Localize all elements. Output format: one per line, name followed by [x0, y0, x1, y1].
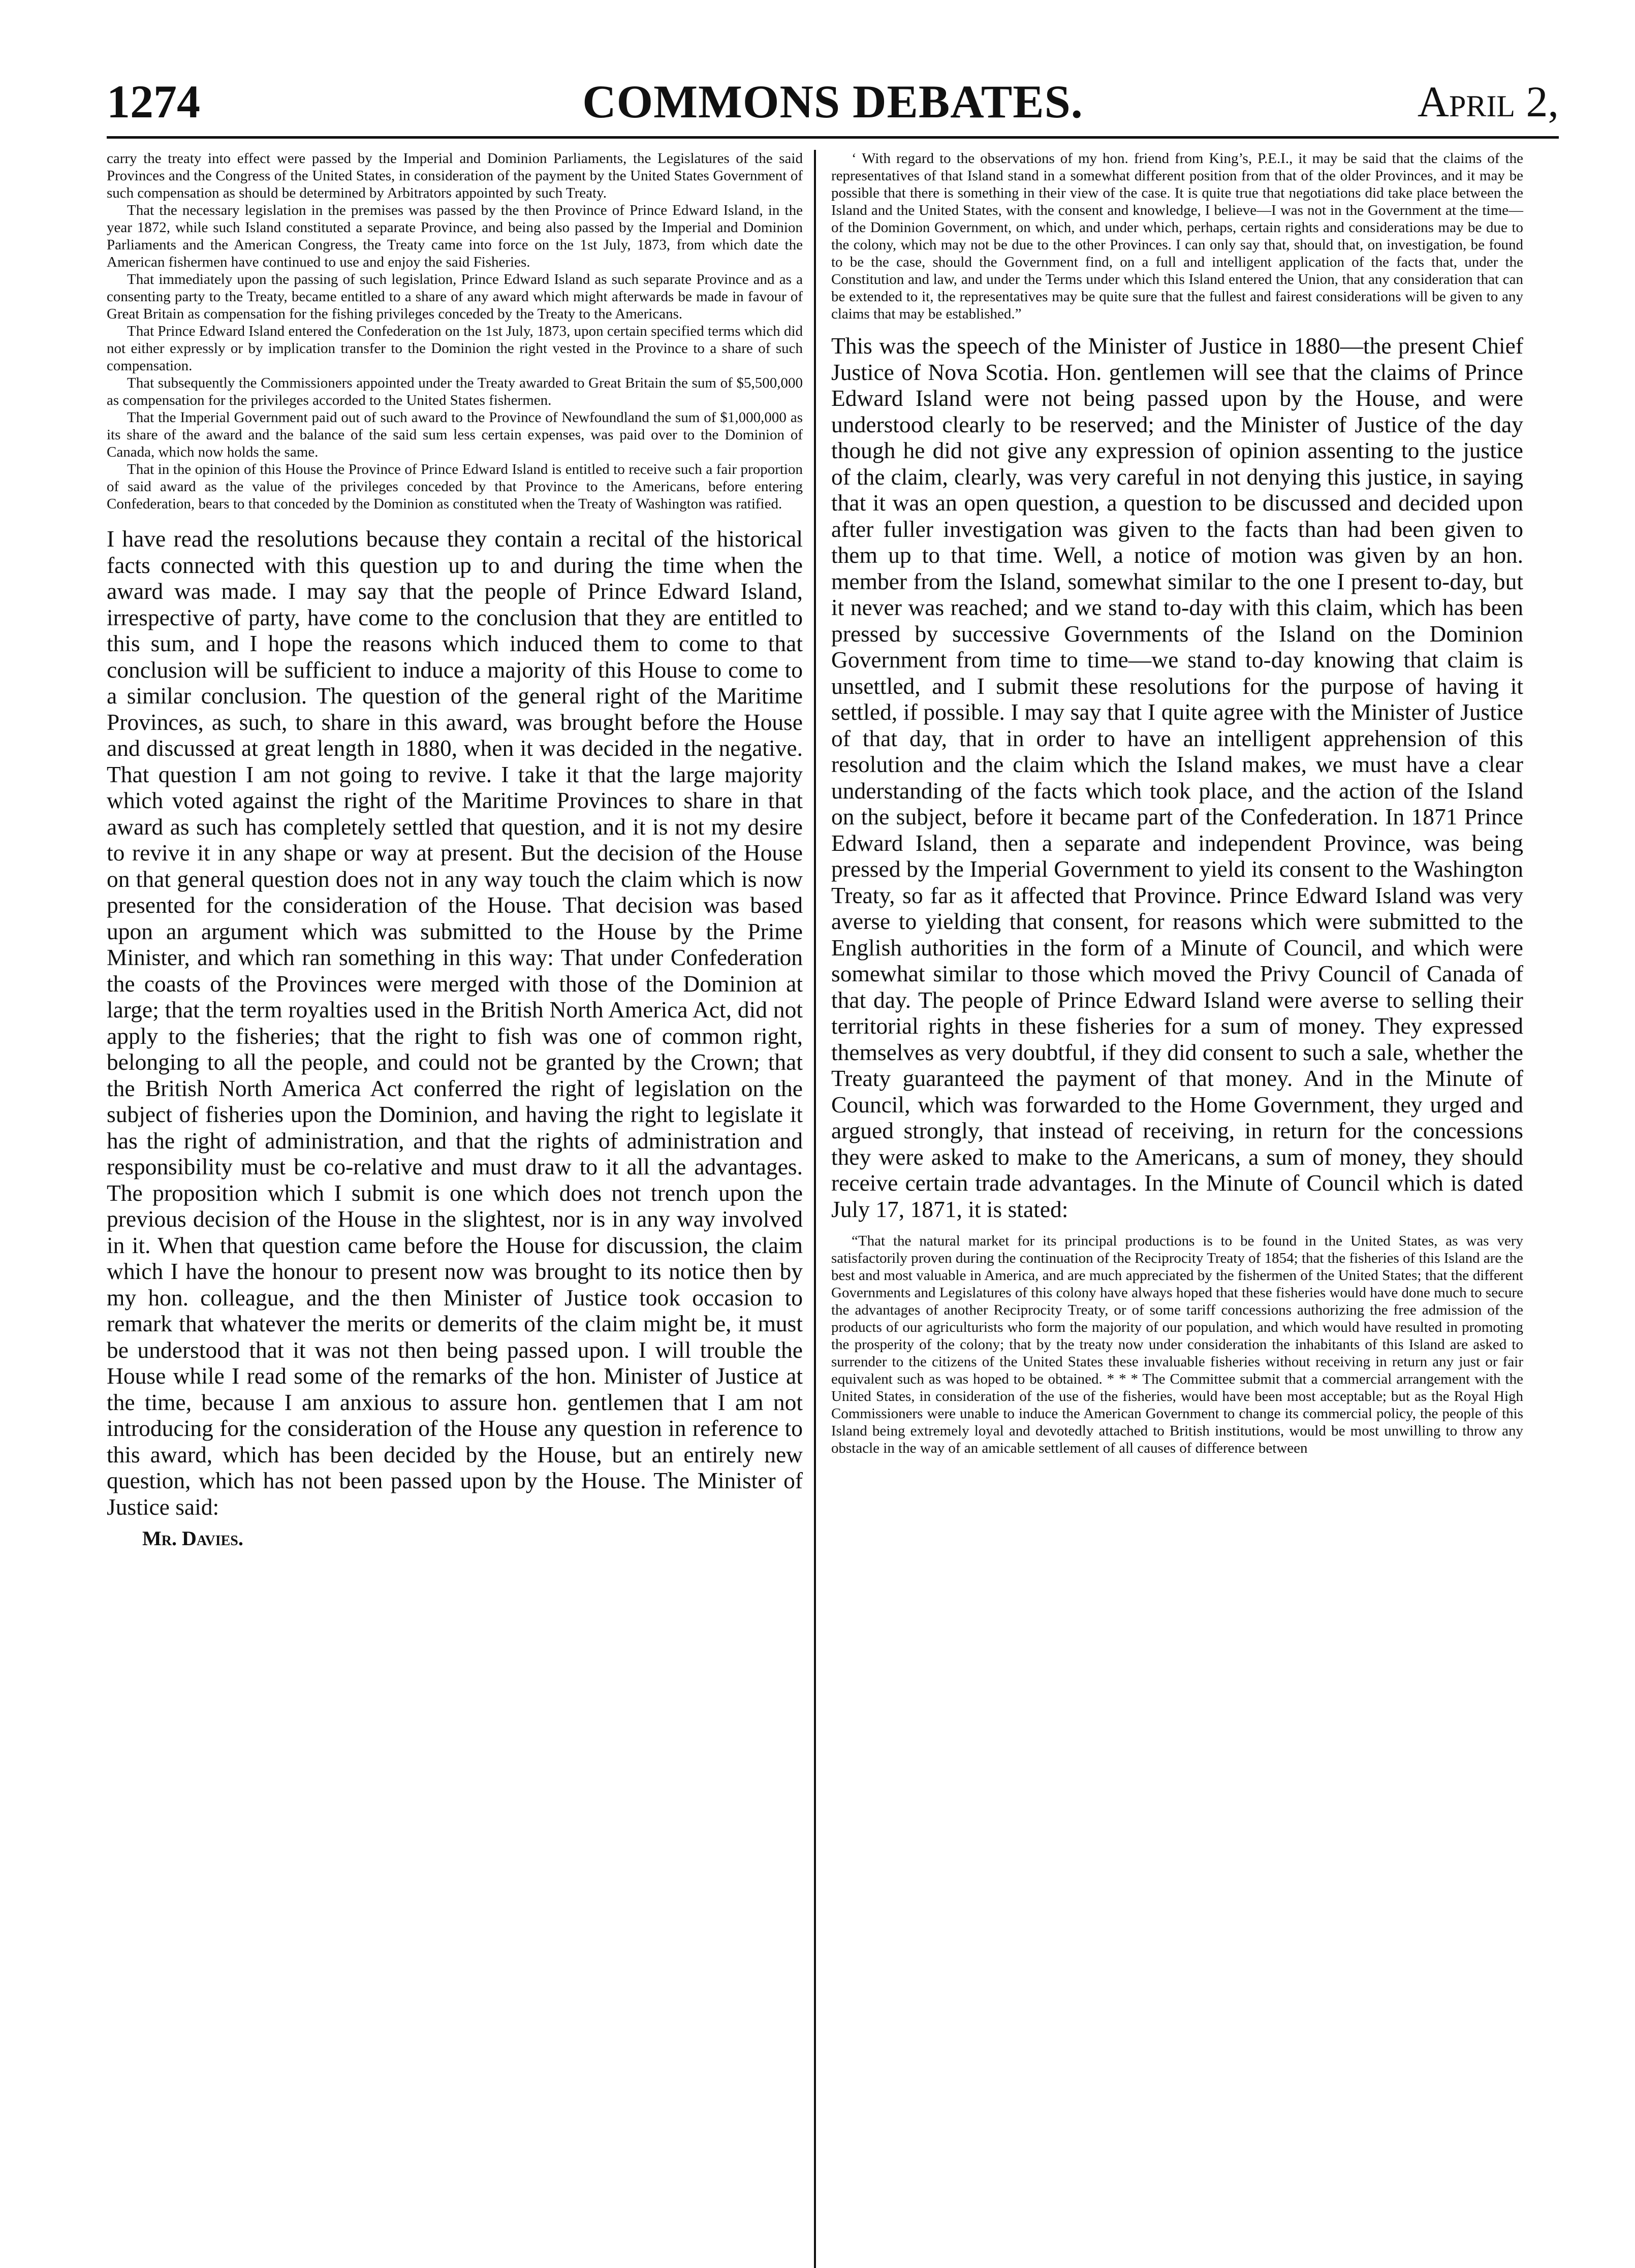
quoted-remarks [831, 150, 1523, 323]
resolution-paragraph: That in the opinion of this House the Province of Prince Edward Island is entitled to receive such a fair proportion of said award as the value of the privileges conceded by that Province to the Americans, before entering Confederation, bears to that conceded by the Dominion as constituted when the Treaty of Washington was ratified. [107, 461, 803, 512]
speech-text [831, 333, 1523, 1222]
page-date: April 2, [1417, 77, 1559, 126]
columns [107, 150, 1559, 2268]
left-column [107, 150, 814, 2268]
resolution-paragraph: That Prince Edward Island entered the Confederation on the 1st July, 1873, upon certain specified terms which did not either expressly or by implication transfer to the Dominion the right vested in the Province to a share of such compensation. [107, 323, 803, 374]
quote-paragraph: “That the natural market for its principal productions is to be found in the United States, as was very satisfactorily proven during the continuation of the Reciprocity Treaty of 1854; that the fisheries of this Island are the best and most valuable in America, and are much appreciated by the fishermen of the United States; that the different Governments and Legislatures of this colony have always hoped that these fisheries would have done much to secure the advantages of another Reciprocity Treaty, or of some tariff concessions authorizing the free admission of the products of our agriculturists who form the majority of our population, and which would have resulted in promoting the prosperity of the colony; that by the treaty now under consideration the inhabitants of this Island are asked to surrender to the citizens of the United States these invaluable fisheries without receiving in return any just or fair equivalent such as was hoped to be obtained. * * * The Committee submit that a commercial arrangement with the United States, in consideration of the use of the fisheries, would have been most acceptable; but as the Royal High Commissioners were unable to induce the American Government to change its commercial policy, the people of this Island being extremely loyal and devotedly attached to British institutions, would be most unwilling to throw any obstacle in the way of an amicable settlement of all causes of difference between [831, 1233, 1523, 1456]
speech-paragraph: This was the speech of the Minister of Justice in 1880—the present Chief Justice of Nova Scotia. Hon. gentlemen will see that the claims of Prince Edward Island were not being passed upon by the House, and were understood clearly to be reserved; and the Minister of Justice of the day though he did not give any expression of opinion assenting to the justice of the claim, clearly, was very careful in not denying this justice, in saying that it was an open question, a question to be discussed and decided upon after fuller investigation was given to the facts than had been given to them up to that time. Well, a notice of motion was given by an hon. member from the Island, somewhat similar to the one I present to-day, but it never was reached; and we stand to-day with this claim, which has been pressed by successive Governments of the Island on the Dominion Government from time to time—we stand to-day knowing that claim is unsettled, and I submit these resolutions for the purpose of having it settled, if possible. I may say that I quite agree with the Minister of Justice of that day, that in order to have an intelligent apprehension of this resolution and the claim which the Island makes, we must have a clear understanding of the facts which took place, and the action of the Island on the subject, before it became part of the Confederation. In 1871 Prince Edward Island, then a separate and independent Province, was being pressed by the Imperial Government to yield its consent to the Washington Treaty, so far as it affected that Province. Prince Edward Island was very averse to yielding that consent, for reasons which were submitted to the English authorities in the form of a Minute of Council, and which were somewhat similar to those which moved the Privy Council of Canada of that day. The people of Prince Edward Island were averse to selling their territorial rights in these fisheries for a sum of money. They expressed themselves as very doubtful, if they did consent to such a sale, whether the Treaty guaranteed the payment of that money. And in the Minute of Council, which was forwarded to the Home Government, they urged and argued strongly, that instead of receiving, in return for the concessions they were asked to make to the Americans, a sum of money, they should receive certain trade advantages. In the Minute of Council which is dated July 17, 1871, it is stated: [831, 333, 1523, 1222]
resolution-paragraph: That the necessary legislation in the premises was passed by the then Province of Prince Edward Island, in the year 1872, while such Island constituted a separate Province, and being also passed by the Imperial and Dominion Parliaments and the American Congress, the Treaty came into force on the 1st July, 1873, from which date the American fishermen have continued to use and enjoy the said Fisheries. [107, 202, 803, 270]
minute-of-council-quote [831, 1232, 1523, 1457]
resolution-paragraph: carry the treaty into effect were passed by the Imperial and Dominion Parliaments, the Legislatures of the said Provinces and the Congress of the United States, in consideration of the payment by the United States Government of such compensation as should be determined by Arbitrators appointed by such Treaty. [107, 150, 803, 201]
right-column [816, 150, 1523, 2268]
page-number: 1274 [107, 76, 200, 127]
resolution-paragraph: That subsequently the Commissioners appointed under the Treaty awarded to Great Britain the sum of $5,500,000 as compensation for the privileges accorded to the United States fishermen. [107, 375, 803, 408]
resolution-text [107, 150, 803, 513]
speech-paragraph: I have read the resolutions because they contain a recital of the historical facts connected with this question up to and during the time when the award was made. I may say that the people of Prince Edward Island, irrespective of party, have come to the conclusion that they are entitled to this sum, and I hope the reasons which induced them to come to that conclusion will be sufficient to induce a majority of this House to come to a similar conclusion. The question of the general right of the Maritime Provinces, as such, to share in this award, was brought before the House and discussed at great length in 1880, when it was decided in the negative. That question I am not going to revive. I take it that the large majority which voted against the right of the Maritime Provinces to share in that award as such has completely settled that question, and it is not my desire to revive it in any shape or way at present. But the decision of the House on that general question does not in any way touch the claim which is now presented for the consideration of the House. That decision was based upon an argument which was submitted to the House by the Prime Minister, and which ran something in this way: That under Confederation the coasts of the Provinces were merged with those of the Dominion at large; that the term royalties used in the British North America Act, did not apply to the fisheries; that the right to fish was one of common right, belonging to all the people, and could not be granted by the Crown; that the British North America Act conferred the right of legislation on the subject of fisheries upon the Dominion, and having the right to legislate it has the right of administration, and that the rights of administration and responsibility must be co-relative and must draw to it all the advantages. The proposition which I submit is one which does not trench upon the previous decision of the House in the slightest, nor is in any way involved in it. When that question came before the House for discussion, the claim which I have the honour to present now was brought to its notice then by my hon. colleague, and the then Minister of Justice took occasion to remark that whatever the merits or demerits of the claim might be, it must be understood that it was not then being passed upon. I will trouble the House while I read some of the remarks of the hon. Minister of Justice at the time, because I am anxious to assure hon. gentlemen that I am not introducing for the consideration of the House any question in reference to this award, which has been decided by the House, but an entirely new question, which has not been passed upon by the House. The Minister of Justice said: [107, 526, 803, 1520]
resolution-paragraph: That immediately upon the passing of such legislation, Prince Edward Island as such separate Province and as a consenting party to the Treaty, became entitled to a share of any award which might afterwards be made in favour of Great Britain as compensation for the fishing privileges conceded by the Treaty to the Americans. [107, 271, 803, 322]
page-title: COMMONS DEBATES. [582, 76, 1083, 127]
page-header [107, 76, 1559, 139]
speech-text [107, 526, 803, 1520]
quote-paragraph: ‘ With regard to the observations of my hon. friend from King’s, P.E.I., it may be said that the claims of the representatives of that Island stand in a somewhat different position from that of the older Provinces, and it may be possible that there is something in their view of the case. It is quite true that negotiations did take place between the Island and the United States, with the consent and knowledge, I believe—I was not in the Government at the time—of the Dominion Government, on which, and under which, perhaps, certain rights and considerations may be due to the colony, which may not be due to the other Provinces. I can only say that, should that, on investigation, be found to be the case, should the Government find, on a full and intelligent application of the facts that, under the Constitution and law, and under the Terms under which this Island entered the Union, that any consideration that can be extended to it, the representatives may be quite sure that the fullest and fairest considerations will be given to any claims that may be established.” [831, 150, 1523, 322]
resolution-paragraph: That the Imperial Government paid out of such award to the Province of Newfoundland the sum of $1,000,000 as its share of the award and the balance of the said sum less certain expenses, was paid over to the Dominion of Canada, which now holds the same. [107, 409, 803, 460]
speaker-footer: Mr. Davies. [142, 1527, 243, 1550]
